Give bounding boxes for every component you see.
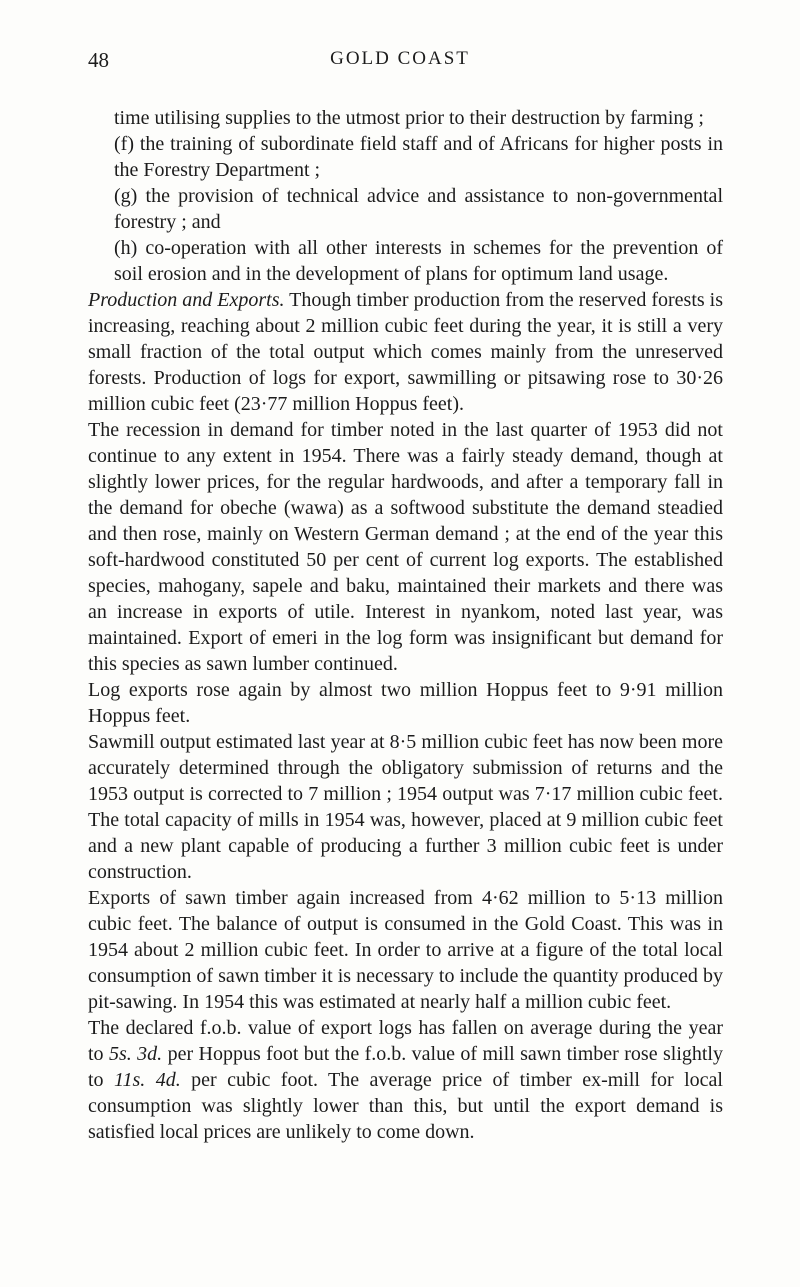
- list-item-f: [88, 131, 723, 183]
- list-marker: (g): [114, 185, 138, 207]
- paragraph-sawmill-output: Sawmill output estimated last year at 8·5 million cubic feet has now been more accurately determined through the obligatory submission of returns and the 1953 output is corrected to 7 million ; 1954 output was 7·17 million cubic feet. The total capacity of mills in 1954 was, however, placed at 9 million cubic feet and a new plant capable of producing a further 3 million cubic feet is under construction.: [88, 731, 723, 883]
- running-title: GOLD COAST: [330, 48, 470, 69]
- price-sawn-timber: 11s. 4d.: [113, 1069, 181, 1091]
- paragraph-text: per cubic foot. The average price of timber ex-mill for local consumption was slightly lower than this, but until the export demand is satisfied local prices are unlikely to come down.: [88, 1069, 723, 1143]
- list-continuation: time utilising supplies to the utmost prior to their destruction by farming ;: [114, 107, 704, 129]
- paragraph-log-exports: Log exports rose again by almost two million Hoppus feet to 9·91 million Hoppus feet.: [88, 679, 723, 727]
- list-marker: (f): [114, 133, 134, 155]
- page-number: 48: [88, 48, 109, 72]
- page-body: [88, 105, 723, 1145]
- paragraph-text: per Hoppus foot but the f.o.b. value of mill sawn timber rose slightly to: [88, 1043, 723, 1091]
- paragraph-recession: The recession in demand for timber noted in the last quarter of 1953 did not continue to any extent in 1954. There was a fairly steady demand, though at slightly lower prices, for the regular hardwoods, and after a temporary fall in the demand for obeche (wawa) as a softwood substitute the demand steadied and then rose, mainly on Western German demand ; at the end of the year this soft-hardwood constituted 50 per cent of current log exports. The established species, mahogany, sapele and baku, maintained their markets and there was an increase in exports of utile. Interest in nyankom, noted last year, was maintained. Export of emeri in the log form was insignificant but demand for this species as sawn lumber continued.: [88, 419, 723, 675]
- list-item-text: the provision of technical advice and assistance to non-governmental forestry ; and: [114, 185, 723, 233]
- price-logs: 5s. 3d.: [108, 1043, 163, 1065]
- paragraph-text: Though timber production from the reserved forests is increasing, reaching about 2 million cubic feet during the year, it is still a very small fraction of the total output which comes mainly from the unreserved forests. Production of logs for export, sawmilling or pitsawing rose to 30·26 million cubic feet (23·77 million Hoppus feet).: [88, 289, 724, 415]
- list-item-text: co-operation with all other interests in schemes for the prevention of soil erosion and in the development of plans for optimum land usage.: [114, 237, 723, 285]
- list-item-text: the training of subordinate field staff and of Africans for higher posts in the Forestry Department ;: [114, 133, 723, 181]
- list-item-g: [88, 183, 723, 235]
- list-marker: (h): [114, 237, 138, 259]
- page-header: [88, 48, 712, 78]
- paragraph-production: [88, 287, 723, 417]
- paragraph-text: The declared f.o.b. value of export logs has fallen on average during the year to: [88, 1017, 723, 1065]
- section-heading: Production and Exports.: [88, 289, 285, 311]
- list-item-h: [88, 235, 723, 287]
- paragraph-sawn-exports: Exports of sawn timber again increased from 4·62 million to 5·13 million cubic feet. The balance of output is consumed in the Gold Coast. This was in 1954 about 2 million cubic feet. In order to arrive at a figure of the total local consumption of sawn timber it is necessary to include the quantity produced by pit-sawing. In 1954 this was estimated at nearly half a million cubic feet.: [88, 887, 723, 1013]
- paragraph-fob-value: [88, 1015, 723, 1145]
